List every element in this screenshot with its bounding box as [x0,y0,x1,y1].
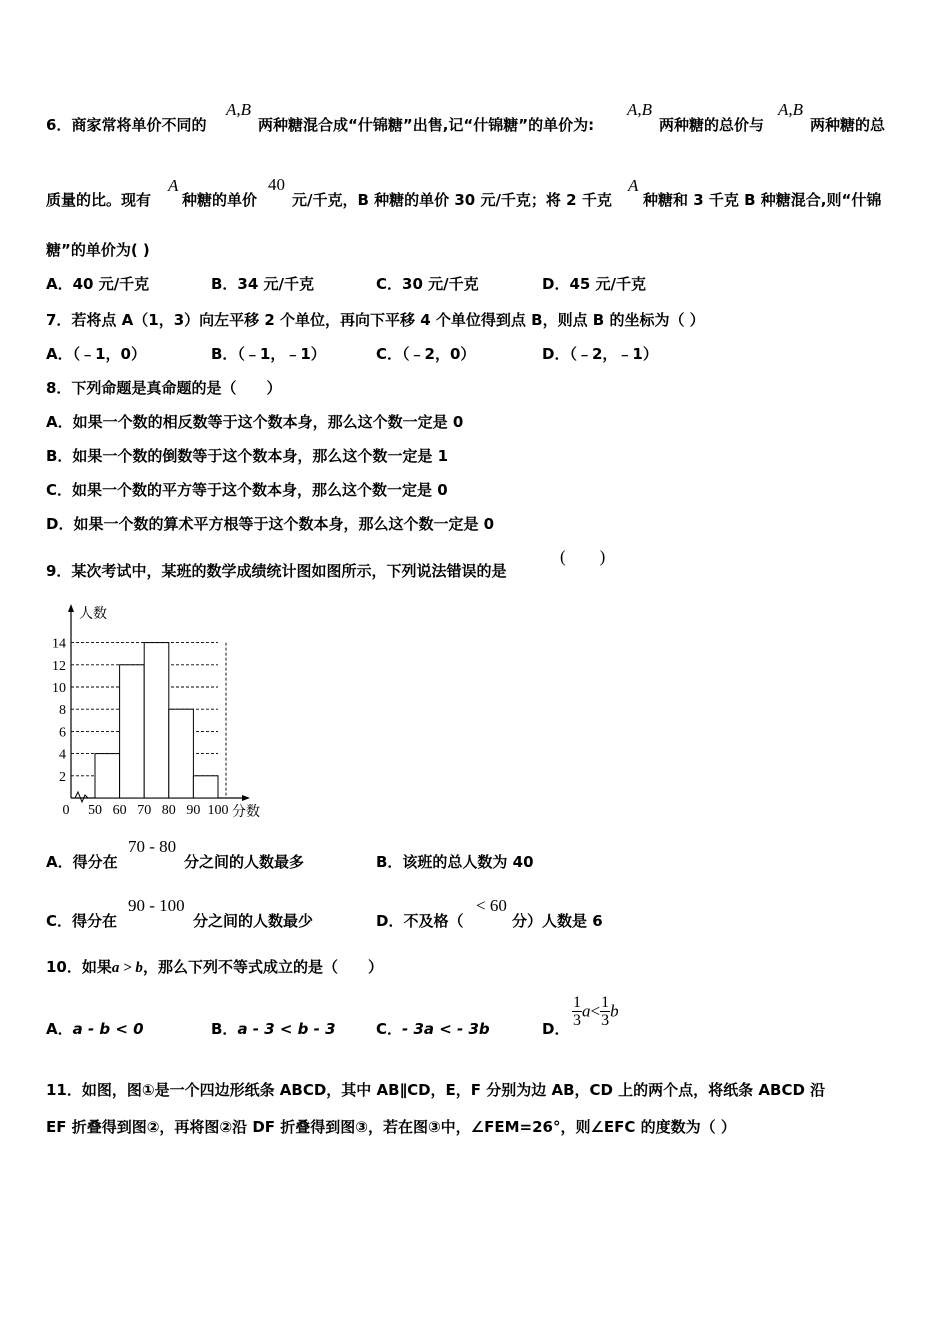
q7-option-c: C．（﹣2，0） [376,345,476,363]
q10-text-2: ，那么下列不等式成立的是（ ） [142,958,383,976]
y-tick-label: 14 [52,636,66,652]
q6-text-8: 种糖和 3 千克 B 种糖混合,则“什锦 [643,191,882,209]
bar-60-70 [120,665,145,798]
q6-text-9: 糖”的单价为( ) [46,241,150,259]
axis-break [75,792,88,802]
q10-option-a [46,1020,144,1038]
q8-option-d: D．如果一个数的算术平方根等于这个数本身，那么这个数一定是 0 [46,515,495,533]
q9-option-c-text: C．得分在 [46,912,118,930]
fraction-2-den: 3 [601,1012,610,1029]
q11-line-1: 11．如图，图①是一个四边形纸条 ABCD，其中 AB∥CD，E，F 分别为边 AB，CD 上的两个点，将纸条 ABCD 沿 [46,1081,826,1099]
q6-ab-3: A,B [778,100,804,119]
q7-option-a: A．（﹣1，0） [46,345,146,363]
q9-paren: ( ) [560,547,606,566]
x-tick-label: 50 [88,803,102,818]
q9-option-a-text-2: 分之间的人数最多 [184,853,305,871]
x-tick-label: 90 [186,803,201,818]
q6-ab-1: A,B [226,100,252,119]
x-tick-label: 70 [137,803,152,818]
q10-condition: a > b [111,960,143,976]
q7-option-b: B．（﹣1，﹣1） [211,345,326,363]
q6-text-5: 质量的比。现有 [46,191,152,209]
q10-option-a-expr: a - b < 0 [72,1020,144,1038]
q10-text-1: 10．如果 [46,958,112,976]
q8-option-b: B．如果一个数的倒数等于这个数本身，那么这个数一定是 1 [46,447,449,465]
x-axis-title: 分数 [232,805,260,820]
var-a: a [582,1001,591,1021]
x-axis-arrow [242,795,250,801]
q9-text: 9．某次考试中，某班的数学成绩统计图如图所示，下列说法错误的是 [46,562,507,580]
fraction-1-num: 1 [573,994,581,1011]
q6-a-1: A [168,176,179,195]
q6-option-a: A．40 元/千克 [46,275,150,293]
y-tick-label: 2 [59,769,66,785]
q6-number: 6． [46,116,72,134]
q6-text-4: 两种糖的总 [810,116,886,134]
q6-price: 40 [268,175,285,194]
q6-a-2: A [628,176,639,195]
q9-option-d-text: D．不及格（ [376,912,464,930]
var-b: b [610,1001,619,1021]
q10-option-b-expr: a - 3 < b - 3 [237,1020,336,1038]
y-tick-label: 8 [59,703,66,719]
histogram-chart [46,600,306,820]
q10-stem [46,958,383,977]
q9-option-a-text: A．得分在 [46,853,118,871]
fraction-1-den: 3 [573,1012,581,1029]
q11-line-2: EF 折叠得到图②，再将图②沿 DF 折叠得到图③，若在图③中，∠FEM=26°，则∠EFC 的度数为（ ） [46,1118,736,1136]
x-tick-label: 60 [112,803,127,818]
q9-option-c-text-2: 分之间的人数最少 [193,912,314,930]
less-than: < [590,1001,601,1021]
x-tick-label: 100 [207,803,229,818]
q8-option-a: A．如果一个数的相反数等于这个数本身，那么这个数一定是 0 [46,413,464,431]
q6-text-1: 商家常将单价不同的 [71,116,207,134]
y-tick-label: 6 [59,725,66,741]
q6-option-d: D．45 元/千克 [542,275,647,293]
fraction-2-num: 1 [601,994,610,1011]
q9-option-a-range: 70 - 80 [128,837,177,856]
q9-option-d-range: < 60 [476,896,507,915]
q9-option-b: B．该班的总人数为 40 [376,853,534,871]
q6-ab-2: A,B [627,100,653,119]
q6-text-2: 两种糖混合成“什锦糖”出售,记“什锦糖”的单价为: [258,116,595,134]
fraction-1 [572,994,582,1029]
q7-option-d: D．（﹣2，﹣1） [542,345,658,363]
bar-80-90 [169,709,194,798]
q10-option-c-expr: - 3a < - 3b [402,1020,490,1038]
x-tick-label: 80 [161,803,176,818]
q10-option-b-label: B． [211,1020,238,1038]
y-tick-label: 12 [52,658,66,674]
q6-text-6: 种糖的单价 [182,191,258,209]
q10-option-c-label: C． [376,1020,403,1038]
q8-text: 8．下列命题是真命题的是（ ） [46,379,282,397]
q10-option-c [376,1020,490,1038]
q7-text: 7．若将点 A（1，3）向左平移 2 个单位，再向下平移 4 个单位得到点 B，则点 B 的坐标为（ ） [46,311,705,329]
q6-text-3: 两种糖的总价与 [659,116,765,134]
q10-option-b [211,1020,336,1038]
y-axis-arrow [68,604,74,612]
x-tick-label: 0 [62,803,70,818]
q6-text-7: 元/千克，B 种糖的单价 30 元/千克；将 2 千克 [292,191,612,209]
q9-option-d-text-2: 分）人数是 6 [512,912,603,930]
q10-option-d-expr [572,994,619,1029]
fraction-2 [600,994,610,1029]
bar-70-80 [144,643,169,798]
y-axis-title: 人数 [79,607,107,622]
bar-50-60 [95,754,120,798]
q10-option-d-label: D． [542,1020,570,1038]
y-tick-label: 4 [59,747,66,763]
q9-option-c-range: 90 - 100 [128,896,185,915]
q10-option-a-label: A． [46,1020,73,1038]
q6-line1 [46,116,206,134]
bar-90-100 [193,776,218,798]
y-tick-label: 10 [52,681,66,696]
q8-option-c: C．如果一个数的平方等于这个数本身，那么这个数一定是 0 [46,481,448,499]
q6-option-b: B．34 元/千克 [211,275,315,293]
q6-option-c: C．30 元/千克 [376,275,479,293]
